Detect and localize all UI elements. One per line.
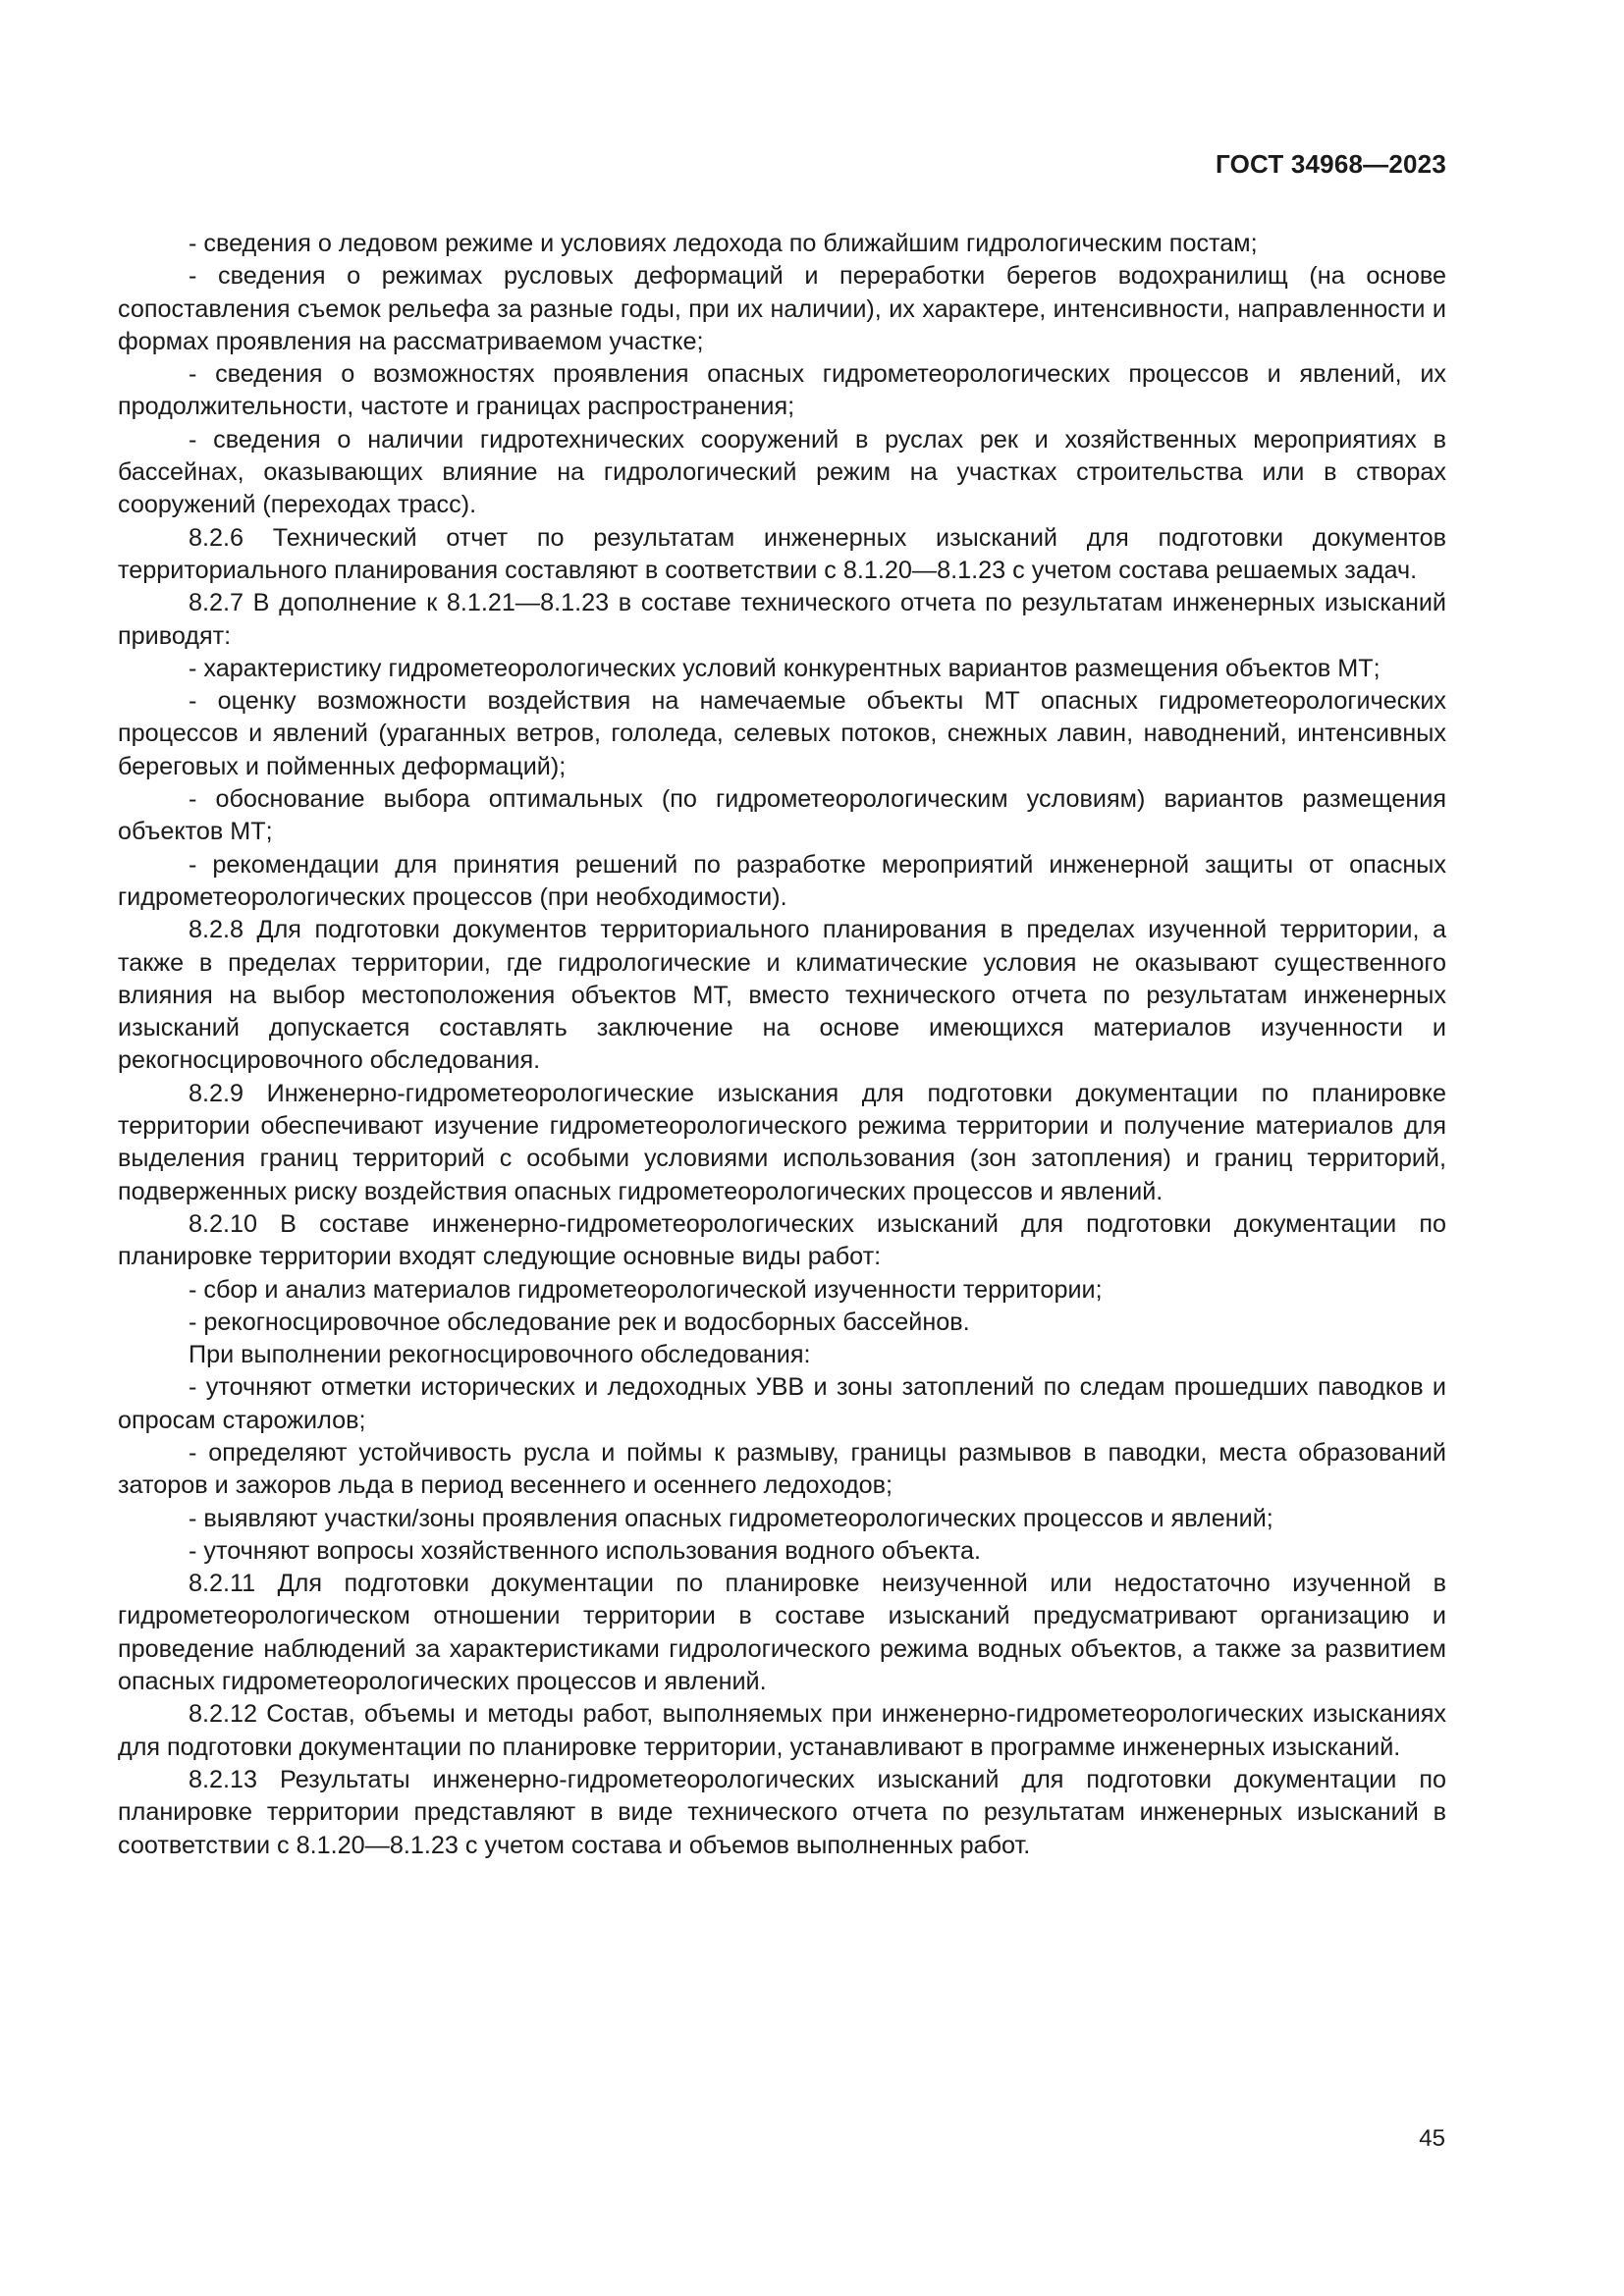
paragraph: 8.2.9 Инженерно-гидрометеорологические изыскания для подготовки документации по планировке территории обеспечивают изучение гидрометеорологического режима территории и получение материалов для выделения границ территорий с особыми условиями использования (зон затопления) и границ территорий, подверженных риску воздействия опасных гидрометеорологических процессов и явлений.: [118, 1079, 1446, 1205]
paragraph: - уточняют вопросы хозяйственного использования водного объекта.: [189, 1536, 981, 1565]
paragraph: - оценку возможности воздействия на намечаемые объекты МТ опасных гидрометеорологических процессов и явлений (ураганных ветров, гололеда, селевых потоков, снежных лавин, наводнений, интенсивных береговых и пойменных деформаций);: [118, 687, 1446, 780]
paragraph: - сведения о режимах русловых деформаций и переработки берегов водохранилищ (на основе сопоставления съемок рельефа за разные годы, при их наличии), их характере, интенсивности, направленности и формах проявления на рассматриваемом участке;: [118, 262, 1446, 355]
document-body: [118, 228, 1446, 1862]
paragraph: 8.2.8 Для подготовки документов территориального планирования в пределах изученной территории, а также в пределах территории, где гидрологические и климатические условия не оказывают существенного влияния на выбор местоположения объектов МТ, вместо технического отчета по результатам инженерных изысканий допускается составлять заключение на основе имеющихся материалов изученности и рекогносцировочного обследования.: [118, 916, 1446, 1075]
paragraph: 8.2.11 Для подготовки документации по планировке неизученной или недостаточно изученной в гидрометеорологическом отношении территории в составе изысканий предусматривают организацию и проведение наблюдений за характеристиками гидрологического режима водных объектов, а также за развитием опасных гидрометеорологических процессов и явлений.: [118, 1570, 1446, 1696]
paragraph: - определяют устойчивость русла и поймы к размыву, границы размывов в паводки, места образований заторов и зажоров льда в период весеннего и осеннего ледоходов;: [118, 1438, 1446, 1500]
paragraph: - уточняют отметки исторических и ледоходных УВВ и зоны затоплений по следам прошедших паводков и опросам старожилов;: [118, 1373, 1446, 1434]
paragraph: - сведения о возможностях проявления опасных гидрометеорологических процессов и явлений, их продолжительности, частоте и границах распространения;: [118, 360, 1446, 421]
paragraph: 8.2.7 В дополнение к 8.1.21—8.1.23 в составе технического отчета по результатам инженерных изысканий приводят:: [118, 589, 1446, 650]
paragraph: 8.2.13 Результаты инженерно-гидрометеорологических изысканий для подготовки документации по планировке территории представляют в виде технического отчета по результатам инженерных изысканий в соответствии с 8.1.20—8.1.23 с учетом состава и объемов выполненных работ.: [118, 1765, 1446, 1859]
paragraph: 8.2.12 Состав, объемы и методы работ, выполняемых при инженерно-гидрометеорологических изысканиях для подготовки документации по планировке территории, устанавливают в программе инженерных изысканий.: [118, 1700, 1446, 1761]
paragraph: 8.2.10 В составе инженерно-гидрометеорологических изысканий для подготовки документации по планировке территории входят следующие основные виды работ:: [118, 1209, 1446, 1271]
paragraph: - выявляют участки/зоны проявления опасных гидрометеорологических процессов и явлений;: [189, 1504, 1273, 1532]
page-number: 45: [1419, 2125, 1445, 2152]
paragraph: - характеристику гидрометеорологических условий конкурентных вариантов размещения объектов МТ;: [189, 654, 1380, 682]
paragraph: - рекогносцировочное обследование рек и водосборных бассейнов.: [189, 1308, 970, 1336]
paragraph: 8.2.6 Технический отчет по результатам инженерных изысканий для подготовки документов территориального планирования составляют в соответствии с 8.1.20—8.1.23 с учетом состава решаемых задач.: [118, 523, 1446, 584]
paragraph: - сведения о ледовом режиме и условиях ледохода по ближайшим гидрологическим постам;: [189, 230, 1258, 257]
document-code-header: ГОСТ 34968—2023: [1216, 149, 1446, 179]
paragraph: - сведения о наличии гидротехнических сооружений в руслах рек и хозяйственных мероприятиях в бассейнах, оказывающих влияние на гидрологический режим на участках строительства или в створах сооружений (переходах трасс).: [118, 425, 1446, 519]
paragraph: При выполнении рекогносцировочного обследования:: [189, 1341, 811, 1369]
paragraph: - сбор и анализ материалов гидрометеорологической изученности территории;: [189, 1275, 1103, 1304]
paragraph: - рекомендации для принятия решений по разработке мероприятий инженерной защиты от опасных гидрометеорологических процессов (при необходимости).: [118, 850, 1446, 911]
paragraph: - обоснование выбора оптимальных (по гидрометеорологическим условиям) вариантов размещения объектов МТ;: [118, 785, 1446, 846]
